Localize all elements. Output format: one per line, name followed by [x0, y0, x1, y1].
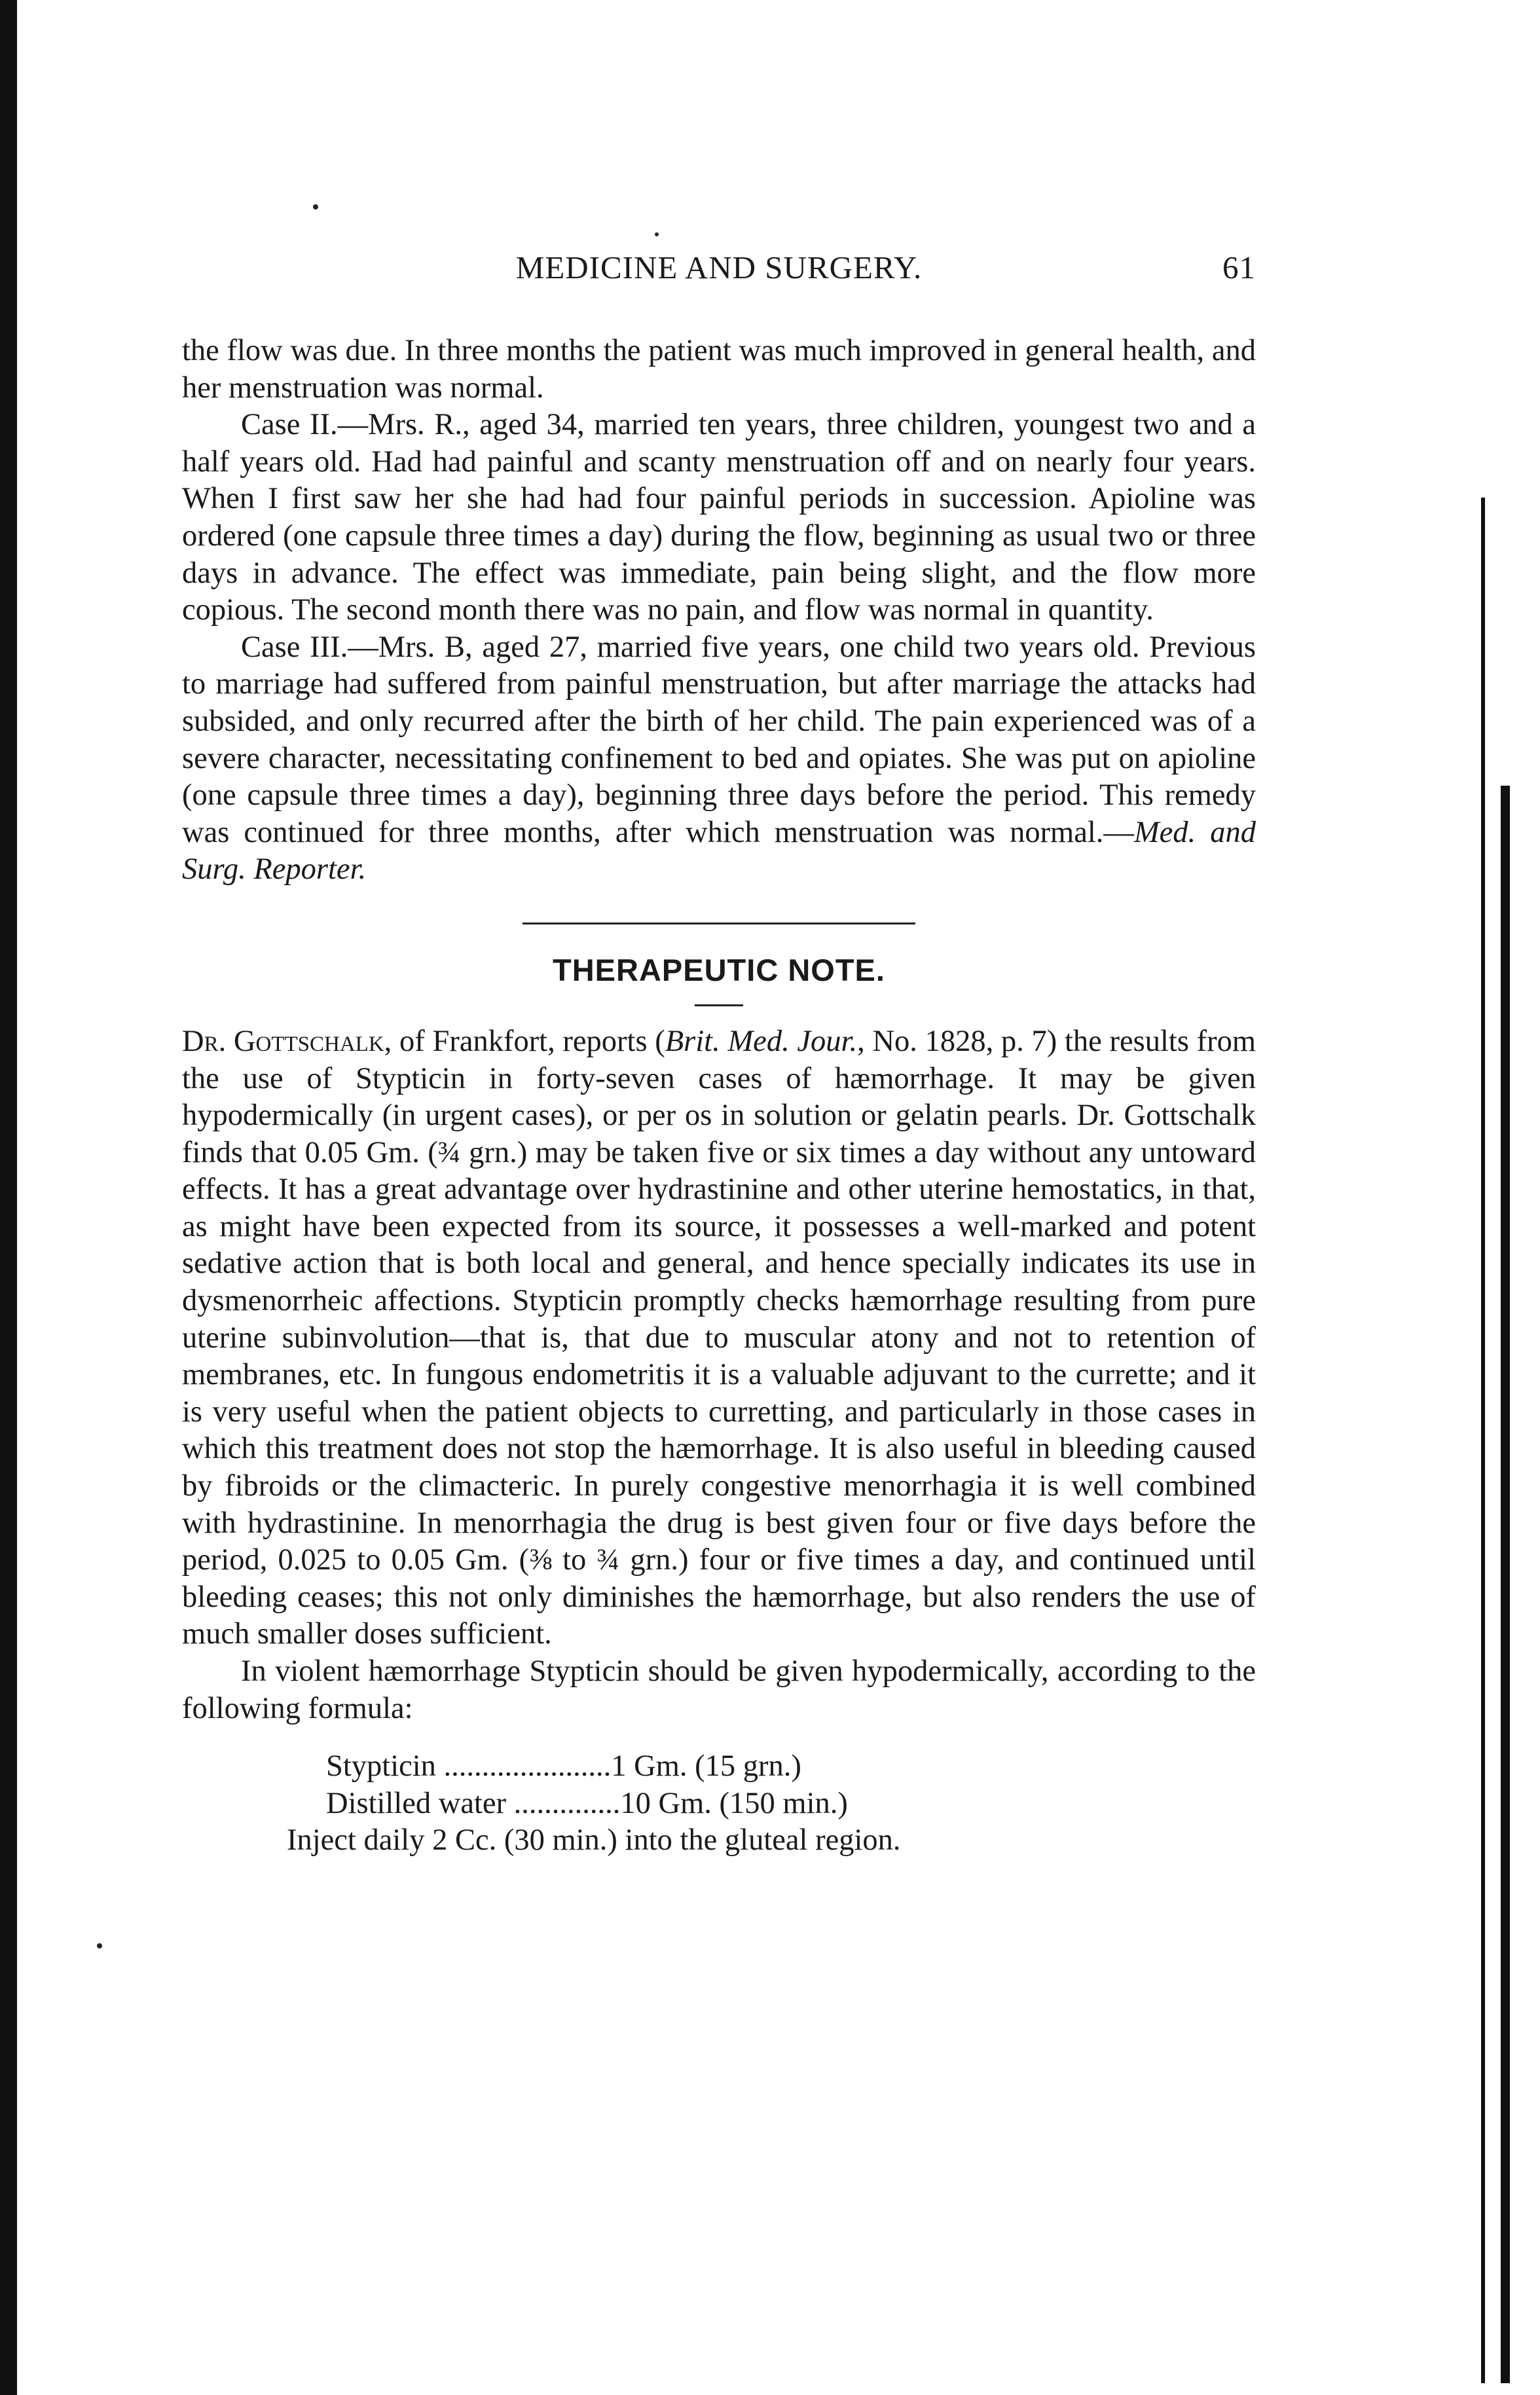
formula-block — [182, 1748, 1256, 1859]
paragraph-case-iii — [182, 629, 1256, 888]
paragraph-therapeutic-note — [182, 1023, 1256, 1653]
section-divider — [522, 923, 915, 924]
page-number: 61 — [1222, 249, 1256, 285]
paragraph-case-ii: Case II.—Mrs. R., aged 34, married ten years, three children, youngest two and a half years old. Had had painful and scanty menstruation off and on nearly four years. When I first saw her she had had four painful periods in succession. Apioline was ordered (one capsule three times a day) during the flow, beginning as usual two or three days in advance. The effect was immediate, pain being slight, and the flow more copious. The second month there was no pain, and flow was normal in quantity. — [182, 408, 1256, 627]
note-author: Dr. Gottschalk, — [182, 1024, 392, 1058]
heading-underline — [695, 1004, 743, 1006]
running-head-title: MEDICINE AND SURGERY. — [515, 249, 923, 285]
book-page — [182, 249, 1256, 1859]
right-scan-edge-thick — [1501, 786, 1510, 2383]
note-body: , No. 1828, p. 7) the results from the use of Stypticin in forty-seven cases of hæmorrhage. It may be given hypodermically (in urgent cases), or per os in solution or gelatin pearls. Dr. Gottschalk finds that 0.05 Gm. (¾ grn.) may be taken five or six times a day without any untoward effects. It has a great advantage over hydrastinine and other uterine hemostatics, in that, as might have been expected from its source, it possesses a well-marked and potent sedative action that is both local and general, and hence specially indicates its use in dysmenorrheic affections. Stypticin promptly checks hæmorrhage resulting from pure uterine subinvolution—that is, that due to muscular atony and not to retention of membranes, etc. In fungous endometritis it is a valuable adjuvant to the currette; and it is very useful when the patient objects to curretting, and particularly in those cases in which this treatment does not stop the hæmorrhage. It is also useful in bleeding caused by fibroids or the climacteric. In purely congestive menorrhagia it is well combined with hydrastinine. In menorrhagia the drug is best given four or five days before the period, 0.025 to 0.05 Gm. (⅜ to ¾ grn.) four or five times a day, and continued until bleeding ceases; this not only diminishes the hæmorrhage, but also renders the use of much smaller doses sufficient. — [182, 1024, 1256, 1651]
scan-speck — [97, 1943, 102, 1948]
running-head — [182, 249, 1256, 295]
formula-line-instruction: Inject daily 2 Cc. (30 min.) into the gluteal region. — [287, 1823, 901, 1857]
case-iii-source: Med. and Surg. Reporter. — [182, 815, 1256, 887]
section-heading: THERAPEUTIC NOTE. — [553, 952, 885, 987]
formula-line-stypticin: Stypticin ......................1 Gm. (15 grn.) — [326, 1749, 801, 1783]
paragraph-hypodermic: In violent hæmorrhage Stypticin should be given hypodermically, according to the following formula: — [182, 1655, 1256, 1725]
page-body — [182, 333, 1256, 1859]
scan-speck — [313, 204, 318, 210]
note-lead: of Frankfort, reports ( — [392, 1024, 665, 1058]
note-journal: Brit. Med. Jour. — [665, 1024, 858, 1058]
paragraph-continuation: the flow was due. In three months the patient was much improved in general health, and her menstruation was normal. — [182, 334, 1256, 405]
formula-line-water: Distilled water ..............10 Gm. (150 min.) — [326, 1786, 848, 1820]
left-scan-edge — [0, 0, 17, 2395]
right-scan-edge — [1481, 498, 1485, 2383]
case-iii-text: Case III.—Mrs. B, aged 27, married five years, one child two years old. Previous to marriage had suffered from painful menstruation, but after marriage the attacks had subsided, and only recurred after the birth of her child. The pain experienced was of a severe character, necessitating confinement to bed and opiates. She was put on apioline (one capsule three times a day), beginning three days before the period. This remedy was continued for three months, after which menstruation was normal.— — [182, 630, 1256, 849]
scan-speck — [655, 232, 659, 236]
